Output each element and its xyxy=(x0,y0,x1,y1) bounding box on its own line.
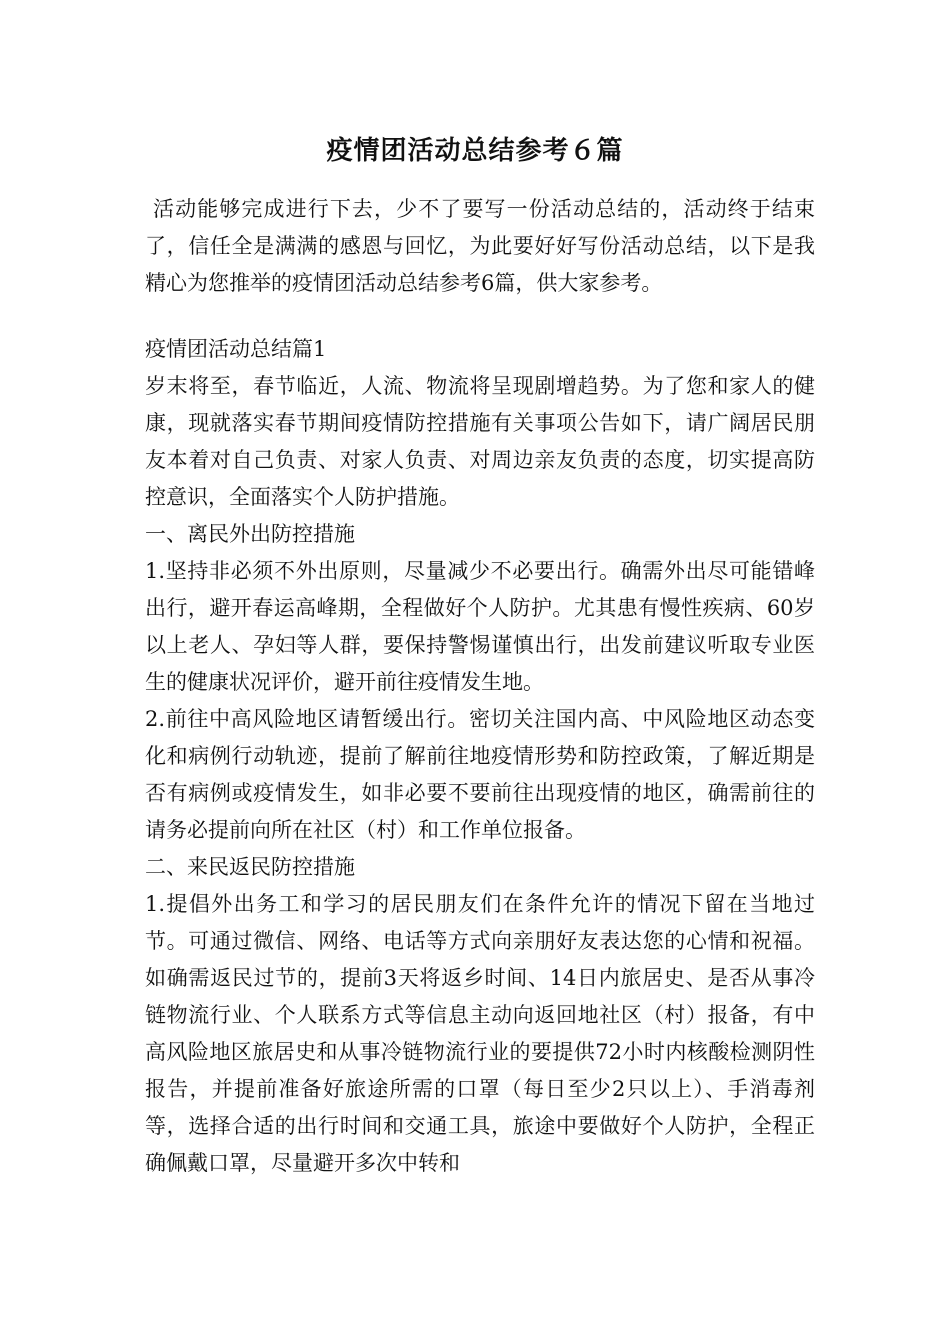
subheading-outbound-measures: 一、离民外出防控措施 xyxy=(145,522,355,546)
document-title: 疫情团活动总结参考６篇 xyxy=(326,136,624,166)
paragraph-spacer xyxy=(145,302,815,331)
body-paragraph: 1.提倡外出务工和学习的居民朋友们在条件允许的情况下留在当地过节。可通过微信、网络、电话等方式向亲朋好友表达您的心情和祝福。如确需返民过节的，提前3天将返乡时间、14日内旅居史、是否从事冷链物流行业、个人联系方式等信息主动向返回地社区（村）报备，有中高风险地区旅居史和从事冷链物流行业的要提供72小时内核酸检测阴性报告，并提前准备好旅途所需的口罩（每日至少2只以上）、手消毒剂等，选择合适的出行时间和交通工具，旅途中要做好个人防护，全程正确佩戴口罩，尽量避开多次中转和 xyxy=(145,892,815,1175)
section-heading: 疫情团活动总结篇1 xyxy=(145,337,327,361)
body-paragraph: 岁末将至，春节临近，人流、物流将呈现剧增趋势。为了您和家人的健康，现就落实春节期间疫情防控措施有关事项公告如下，请广阔居民朋友本着对自己负责、对家人负责、对周边亲友负责的态度，切实提高防控意识，全面落实个人防护措施。 xyxy=(145,374,815,509)
document-body xyxy=(145,191,815,1182)
intro-paragraph: 活动能够完成进行下去，少不了要写一份活动总结的，活动终于结束了，信任全是满满的感恩与回忆，为此要好好写份活动总结，以下是我精心为您推举的疫情团活动总结参考6篇，供大家参考。 xyxy=(145,197,815,295)
body-paragraph: 2.前往中高风险地区请暂缓出行。密切关注国内高、中风险地区动态变化和病例行动轨迹，提前了解前往地疫情形势和防控政策，了解近期是否有病例或疫情发生，如非必要不要前往出现疫情的地区，确需前往的请务必提前向所在社区（村）和工作单位报备。 xyxy=(145,707,815,842)
body-paragraph: 1.坚持非必须不外出原则，尽量减少不必要出行。确需外出尽可能错峰出行，避开春运高峰期，全程做好个人防护。尤其患有慢性疾病、60岁以上老人、孕妇等人群，要保持警惕谨慎出行，出发前建议听取专业医生的健康状况评价，避开前往疫情发生地。 xyxy=(145,559,815,694)
subheading-return-measures: 二、来民返民防控措施 xyxy=(145,855,355,879)
